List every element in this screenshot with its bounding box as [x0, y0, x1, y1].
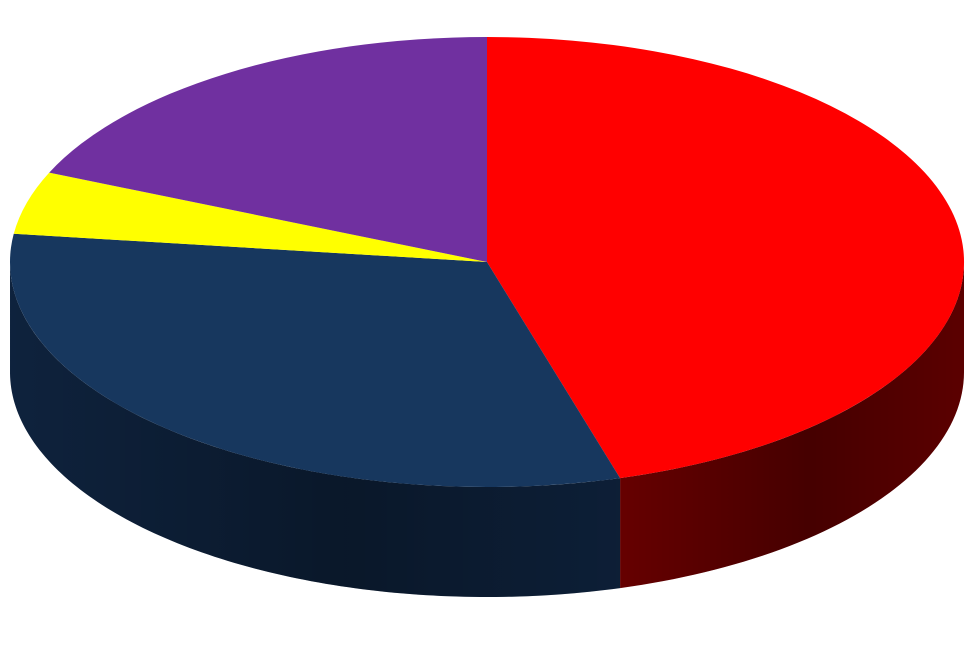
pie-top-layer	[10, 37, 964, 487]
